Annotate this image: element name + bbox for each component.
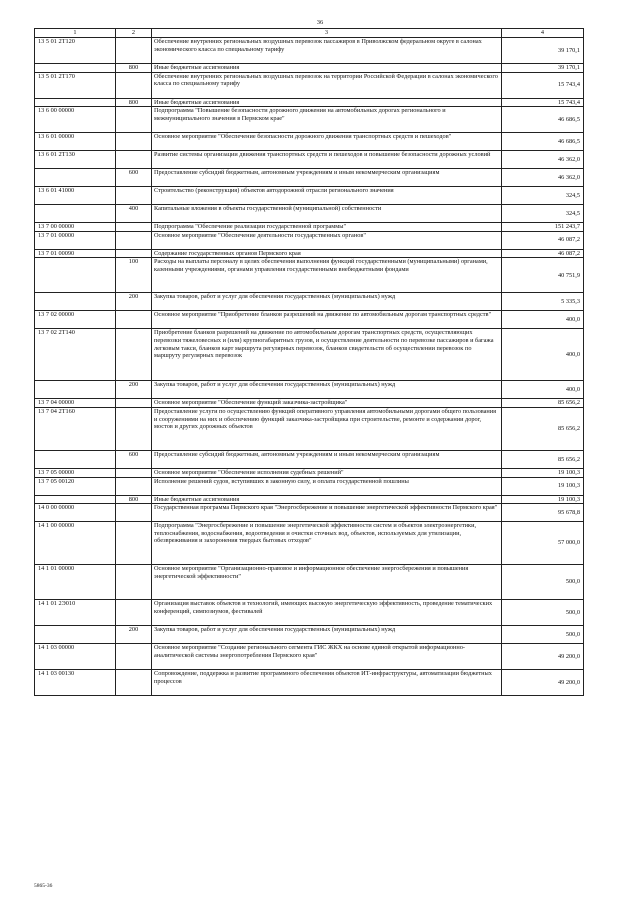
row-name-cell: Закупка товаров, работ и услуг для обеспечения государственных (муниципальных) нужд <box>152 381 502 399</box>
row-name-cell: Государственная программа Пермского края "Энергосбережение и повышение энергетической эффективности Пермского края" <box>152 504 502 522</box>
table-row <box>35 311 584 329</box>
row-expense-type-cell: 600 <box>116 450 152 468</box>
table-header-row <box>35 29 584 38</box>
row-name-cell: Иные бюджетные ассигнования <box>152 495 502 504</box>
table-row <box>35 205 584 223</box>
row-code-cell: 14 0 00 00000 <box>35 504 116 522</box>
row-expense-type-cell <box>116 133 152 151</box>
row-name-cell: Основное мероприятие "Приобретение бланков разрешений на движение по автомобильным дорогам транспортных средств" <box>152 311 502 329</box>
row-expense-type-cell <box>116 477 152 495</box>
row-expense-type-cell <box>116 249 152 258</box>
row-name-cell: Иные бюджетные ассигнования <box>152 64 502 73</box>
row-expense-type-cell <box>116 407 152 450</box>
row-expense-type-cell <box>116 311 152 329</box>
row-amount-cell: 500,0 <box>502 600 584 626</box>
row-name-cell: Расходы на выплаты персоналу в целях обеспечения выполнения функций государственными (муниципальными) органами, казенными учреждениями, органами управления государственными внебюджетными фондами <box>152 258 502 293</box>
table-row <box>35 107 584 133</box>
row-expense-type-cell <box>116 468 152 477</box>
row-code-cell: 13 7 01 00090 <box>35 249 116 258</box>
row-name-cell: Обеспечение внутренних региональных воздушных перевозок пассажиров в Приволжском федеральном округе в салонах экономического класса по специальному тарифу <box>152 38 502 64</box>
table-row <box>35 187 584 205</box>
row-amount-cell: 46 686,5 <box>502 133 584 151</box>
row-name-cell: Основное мероприятие "Создание регионального сегмента ГИС ЖКХ на основе единой открытой информационно-аналитической системы энергопотребления Пермского края" <box>152 644 502 670</box>
table-row <box>35 644 584 670</box>
row-amount-cell: 400,0 <box>502 329 584 381</box>
table-row <box>35 151 584 169</box>
row-code-cell: 13 6 00 00000 <box>35 107 116 133</box>
table-row <box>35 249 584 258</box>
row-expense-type-cell <box>116 231 152 249</box>
table-row <box>35 133 584 151</box>
row-name-cell: Основное мероприятие "Организационно-правовое и информационное обеспечение энергосбережения и повышения энергетической эффективности" <box>152 565 502 600</box>
row-code-cell: 13 6 01 00000 <box>35 133 116 151</box>
row-code-cell <box>35 450 116 468</box>
row-amount-cell: 85 656,2 <box>502 450 584 468</box>
row-expense-type-cell <box>116 38 152 64</box>
row-code-cell: 14 1 00 00000 <box>35 522 116 565</box>
row-name-cell: Основное мероприятие "Обеспечение деятельности государственных органов" <box>152 231 502 249</box>
table-row <box>35 468 584 477</box>
row-name-cell: Капитальные вложения в объекты государственной (муниципальной) собственности <box>152 205 502 223</box>
row-amount-cell: 85 656,2 <box>502 407 584 450</box>
row-code-cell <box>35 98 116 107</box>
row-name-cell: Предоставление субсидий бюджетным, автономным учреждениям и иным некоммерческим организациям <box>152 450 502 468</box>
row-expense-type-cell <box>116 670 152 696</box>
row-expense-type-cell <box>116 399 152 408</box>
row-expense-type-cell <box>116 522 152 565</box>
row-code-cell <box>35 258 116 293</box>
row-name-cell: Организация выставок объектов и технологий, имеющих высокую энергетическую эффективность, проведение тематических конференций, симпозиумов, фестивалей <box>152 600 502 626</box>
row-amount-cell: 324,5 <box>502 205 584 223</box>
row-name-cell: Развитие системы организации движения транспортных средств и пешеходов и повышение безопасности дорожных условий <box>152 151 502 169</box>
row-code-cell: 13 7 02 00000 <box>35 311 116 329</box>
row-expense-type-cell: 800 <box>116 64 152 73</box>
row-name-cell: Основное мероприятие "Обеспечение исполнения судебных решений" <box>152 468 502 477</box>
row-amount-cell: 151 243,7 <box>502 223 584 232</box>
table-row <box>35 329 584 381</box>
row-amount-cell: 15 743,4 <box>502 98 584 107</box>
row-amount-cell: 57 000,0 <box>502 522 584 565</box>
table-row <box>35 169 584 187</box>
row-name-cell: Подпрограмма "Обеспечение реализации государственной программы" <box>152 223 502 232</box>
row-name-cell: Подпрограмма "Повышение безопасности дорожного движения на автомобильных дорогах регионального и межмуниципального значения в Пермском крае" <box>152 107 502 133</box>
row-expense-type-cell <box>116 151 152 169</box>
table-row <box>35 38 584 64</box>
column-header-amount: 4 <box>502 29 584 38</box>
page-number: 36 <box>316 19 324 26</box>
row-expense-type-cell <box>116 329 152 381</box>
row-expense-type-cell: 800 <box>116 495 152 504</box>
table-row <box>35 399 584 408</box>
row-expense-type-cell: 600 <box>116 169 152 187</box>
column-header-name: 3 <box>152 29 502 38</box>
row-code-cell: 13 7 04 2Т160 <box>35 407 116 450</box>
row-code-cell: 14 1 01 2Э010 <box>35 600 116 626</box>
row-amount-cell: 19 100,3 <box>502 468 584 477</box>
row-name-cell: Приобретение бланков разрешений на движение по автомобильным дорогам транспортных средств, осуществляющих перевозки тяжеловесных и (или) крупногабаритных грузов, и осуществление деятельности по перевозке пассажиров и багажа легковым такси, бланков карт маршрута регулярных перевозок, бланков свидетельств об осуществлении перевозок по маршруту регулярных перевозок <box>152 329 502 381</box>
row-amount-cell: 500,0 <box>502 565 584 600</box>
row-amount-cell: 15 743,4 <box>502 72 584 98</box>
row-amount-cell: 39 170,1 <box>502 64 584 73</box>
row-expense-type-cell <box>116 504 152 522</box>
row-amount-cell: 19 100,3 <box>502 477 584 495</box>
row-expense-type-cell <box>116 187 152 205</box>
row-amount-cell: 46 362,0 <box>502 169 584 187</box>
row-code-cell: 13 7 00 00000 <box>35 223 116 232</box>
row-code-cell: 13 6 01 41000 <box>35 187 116 205</box>
row-amount-cell: 95 678,8 <box>502 504 584 522</box>
table-row <box>35 223 584 232</box>
row-amount-cell: 500,0 <box>502 626 584 644</box>
row-code-cell: 13 5 01 2Т120 <box>35 38 116 64</box>
table-row <box>35 450 584 468</box>
row-code-cell: 13 7 04 00000 <box>35 399 116 408</box>
table-row <box>35 565 584 600</box>
row-amount-cell: 49 200,0 <box>502 644 584 670</box>
budget-table <box>34 28 584 696</box>
row-amount-cell: 46 686,5 <box>502 107 584 133</box>
table-row <box>35 407 584 450</box>
row-code-cell <box>35 293 116 311</box>
table-row <box>35 495 584 504</box>
row-code-cell <box>35 64 116 73</box>
row-code-cell: 14 1 03 00000 <box>35 644 116 670</box>
row-code-cell: 13 5 01 2Т170 <box>35 72 116 98</box>
row-expense-type-cell: 400 <box>116 205 152 223</box>
row-name-cell: Сопровождение, поддержка и развитие программного обеспечения объектов ИТ-инфраструктуры, автоматизации бюджетных процессов <box>152 670 502 696</box>
row-expense-type-cell <box>116 223 152 232</box>
row-expense-type-cell <box>116 72 152 98</box>
row-expense-type-cell <box>116 107 152 133</box>
row-expense-type-cell: 200 <box>116 293 152 311</box>
table-row <box>35 231 584 249</box>
row-expense-type-cell <box>116 565 152 600</box>
row-code-cell: 13 7 02 2Т140 <box>35 329 116 381</box>
row-amount-cell: 46 087,2 <box>502 249 584 258</box>
row-expense-type-cell: 200 <box>116 626 152 644</box>
table-row <box>35 600 584 626</box>
row-amount-cell: 5 335,3 <box>502 293 584 311</box>
table-row <box>35 477 584 495</box>
row-amount-cell: 400,0 <box>502 311 584 329</box>
table-row <box>35 626 584 644</box>
row-amount-cell: 400,0 <box>502 381 584 399</box>
row-name-cell: Закупка товаров, работ и услуг для обеспечения государственных (муниципальных) нужд <box>152 626 502 644</box>
table-row <box>35 293 584 311</box>
row-code-cell <box>35 626 116 644</box>
table-row <box>35 72 584 98</box>
table-row <box>35 522 584 565</box>
row-expense-type-cell <box>116 600 152 626</box>
row-name-cell: Закупка товаров, работ и услуг для обеспечения государственных (муниципальных) нужд <box>152 293 502 311</box>
row-name-cell: Предоставление субсидий бюджетным, автономным учреждениям и иным некоммерческим организациям <box>152 169 502 187</box>
row-amount-cell: 85 656,2 <box>502 399 584 408</box>
row-code-cell <box>35 495 116 504</box>
row-amount-cell: 324,5 <box>502 187 584 205</box>
column-header-expense-type: 2 <box>116 29 152 38</box>
row-name-cell: Обеспечение внутренних региональных воздушных перевозок на территории Российской Федерации в салонах экономического класса по специальному тарифу <box>152 72 502 98</box>
row-code-cell: 13 7 05 00120 <box>35 477 116 495</box>
table-row <box>35 64 584 73</box>
row-amount-cell: 46 362,0 <box>502 151 584 169</box>
row-code-cell: 14 1 01 00000 <box>35 565 116 600</box>
row-expense-type-cell <box>116 644 152 670</box>
row-code-cell: 13 7 05 00000 <box>35 468 116 477</box>
row-expense-type-cell: 100 <box>116 258 152 293</box>
table-row <box>35 98 584 107</box>
column-header-code: 1 <box>35 29 116 38</box>
row-name-cell: Основное мероприятие "Обеспечение функций заказчика-застройщика" <box>152 399 502 408</box>
table-row <box>35 670 584 696</box>
table-row <box>35 381 584 399</box>
row-name-cell: Исполнение решений судов, вступивших в законную силу, и оплата государственной пошлины <box>152 477 502 495</box>
row-name-cell: Подпрограмма "Энергосбережение и повышение энергетической эффективности систем и объектов электроэнергетики, теплоснабжения, водоснабжения, водоотведения и очистки сточных вод, объектов, используемых для утилизации, обезвреживания и захоронения твердых бытовых отходов" <box>152 522 502 565</box>
row-code-cell: 14 1 03 00130 <box>35 670 116 696</box>
table-row <box>35 504 584 522</box>
row-expense-type-cell: 200 <box>116 381 152 399</box>
table-row <box>35 258 584 293</box>
row-amount-cell: 40 751,9 <box>502 258 584 293</box>
row-code-cell <box>35 381 116 399</box>
row-code-cell <box>35 169 116 187</box>
row-code-cell: 13 6 01 2Т130 <box>35 151 116 169</box>
row-amount-cell: 19 100,3 <box>502 495 584 504</box>
row-expense-type-cell: 800 <box>116 98 152 107</box>
row-name-cell: Иные бюджетные ассигнования <box>152 98 502 107</box>
row-name-cell: Основное мероприятие "Обеспечение безопасности дорожного движения транспортных средств и пешеходов" <box>152 133 502 151</box>
row-name-cell: Предоставление услуги по осуществлению функций оперативного управления автомобильными дорогами общего пользования и сооружениями на них и обеспечению функций заказчика-застройщика при строительстве, ремонте и содержании дорог, мостов и других дорожных объектов <box>152 407 502 450</box>
row-code-cell <box>35 205 116 223</box>
row-code-cell: 13 7 01 00000 <box>35 231 116 249</box>
row-name-cell: Строительство (реконструкция) объектов автодорожной отрасли регионального значения <box>152 187 502 205</box>
row-amount-cell: 46 087,2 <box>502 231 584 249</box>
row-amount-cell: 49 200,0 <box>502 670 584 696</box>
row-amount-cell: 39 170,1 <box>502 38 584 64</box>
footer-code: 5865-36 <box>34 883 53 889</box>
row-name-cell: Содержание государственных органов Пермского края <box>152 249 502 258</box>
